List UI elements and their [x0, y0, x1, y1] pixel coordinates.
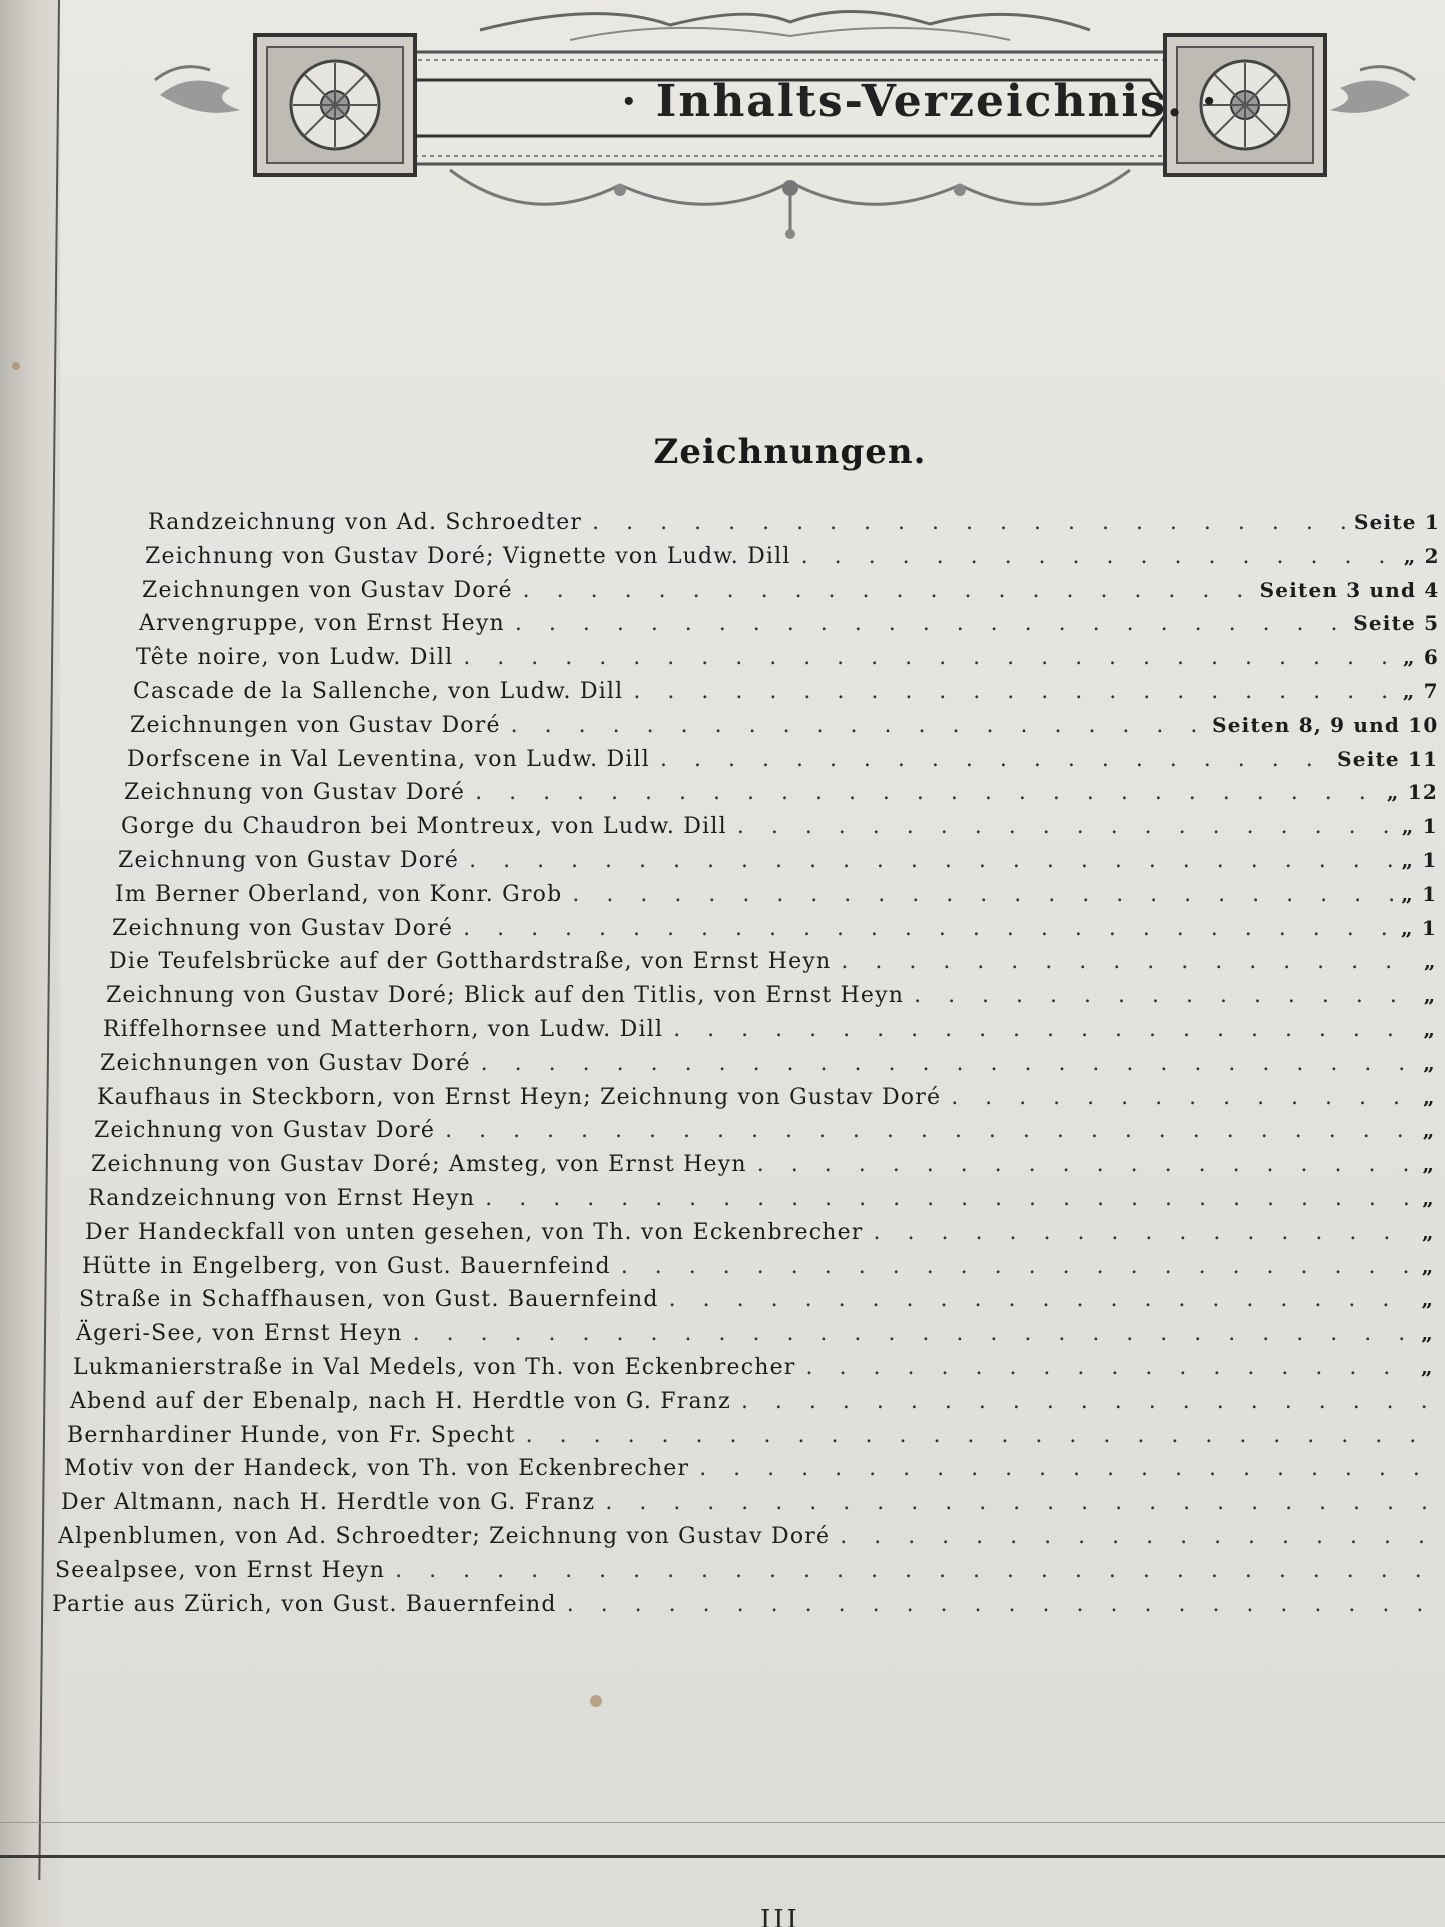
toc-entry	[55, 1558, 1432, 1590]
page-title: · Inhalts-Verzeichnis. ·	[621, 76, 1219, 127]
toc-entry	[100, 1051, 1436, 1083]
toc-leader-dots	[633, 679, 1396, 704]
toc-entry	[124, 780, 1438, 812]
paper-stain	[12, 362, 20, 370]
toc-entry-title: Die Teufelsbrücke auf der Gotthardstraße, von Ernst Heyn	[109, 949, 832, 975]
toc-entry-page: „ 1	[1401, 915, 1437, 940]
toc-entry-title: Zeichnungen von Gustav Doré	[100, 1050, 471, 1076]
toc-leader-dots	[515, 611, 1347, 636]
toc-leader-dots	[673, 1017, 1417, 1042]
toc-leader-dots	[395, 1558, 1426, 1583]
toc-entry-title: Zeichnung von Gustav Doré	[118, 848, 460, 873]
toc-entry-page: Seite 1	[1353, 510, 1440, 534]
bottom-fold-line	[0, 1822, 1445, 1823]
toc-entry	[70, 1389, 1434, 1421]
toc-entry	[145, 544, 1440, 576]
toc-leader-dots	[914, 983, 1418, 1008]
toc-entry	[136, 645, 1439, 677]
toc-leader-dots	[463, 916, 1395, 941]
toc-leader-dots	[841, 949, 1418, 974]
toc-leader-dots	[951, 1085, 1417, 1110]
toc-entry-title: Randzeichnung von Ernst Heyn	[88, 1186, 476, 1211]
toc-entry	[142, 578, 1440, 610]
toc-entry	[97, 1085, 1436, 1117]
toc-entry-page: „	[1424, 949, 1437, 974]
toc-entry	[64, 1456, 1433, 1488]
toc-leader-dots	[840, 1524, 1426, 1549]
toc-entry	[61, 1490, 1433, 1522]
toc-entry-title: Arvengruppe, von Ernst Heyn	[139, 611, 505, 637]
toc-entry-page: „	[1421, 1321, 1434, 1346]
toc-leader-dots	[485, 1186, 1416, 1211]
toc-entry-title: Alpenblumen, von Ad. Schroedter; Zeichnung von Gustav Doré	[58, 1524, 831, 1549]
toc-entry	[76, 1321, 1434, 1353]
toc-leader-dots	[523, 578, 1254, 603]
section-heading: Zeichnungen.	[653, 432, 927, 472]
toc-entry-page: „	[1422, 1118, 1436, 1143]
toc-entry-title: Cascade de la Sallenche, von Ludw. Dill	[133, 679, 624, 704]
toc-leader-dots	[669, 1287, 1416, 1312]
toc-entry-page: „ 7	[1402, 679, 1439, 703]
toc-entry-title: Der Altmann, nach H. Herdtle von G. Franz	[61, 1490, 596, 1516]
toc-leader-dots	[621, 1254, 1416, 1279]
toc-entry-page: „	[1421, 1287, 1435, 1312]
toc-entry-page: „	[1421, 1253, 1435, 1278]
toc-entry-title: Dorfscene in Val Leventina, von Ludw. Dill	[127, 746, 651, 772]
toc-entry	[85, 1220, 1435, 1252]
toc-entry	[58, 1524, 1433, 1556]
toc-entry-page: „ 6	[1403, 645, 1439, 670]
toc-leader-dots	[874, 1220, 1417, 1245]
toc-leader-dots	[463, 645, 1397, 670]
toc-entry	[130, 713, 1439, 745]
toc-entry-title: Zeichnung von Gustav Doré	[112, 915, 454, 941]
toc-leader-dots	[469, 848, 1395, 873]
toc-leader-dots	[605, 1490, 1426, 1515]
toc-entry-title: Zeichnung von Gustav Doré	[94, 1118, 436, 1144]
toc-entry-title: Zeichnung von Gustav Doré; Amsteg, von Ernst Heyn	[91, 1152, 747, 1178]
toc-entry-title: Im Berner Oberland, von Konr. Grob	[115, 881, 563, 907]
bottom-border-line	[0, 1855, 1445, 1858]
toc-entry-title: Riffelhornsee und Matterhorn, von Ludw. Dill	[103, 1017, 664, 1042]
toc-leader-dots	[592, 510, 1348, 535]
toc-entry-title: Zeichnungen von Gustav Doré	[130, 712, 501, 738]
toc-entry	[103, 1017, 1436, 1049]
toc-leader-dots	[572, 882, 1395, 907]
toc-entry	[121, 814, 1438, 846]
toc-entry-page: Seite 5	[1353, 611, 1440, 636]
toc-entry-title: Hütte in Engelberg, von Gust. Bauernfeind	[82, 1253, 611, 1279]
paper-stain	[590, 1695, 602, 1707]
toc-entry	[148, 510, 1440, 542]
toc-entry-page: „	[1421, 1355, 1434, 1379]
toc-entry	[79, 1287, 1434, 1319]
toc-entry-page: „ 1	[1401, 848, 1438, 872]
toc-entry	[52, 1592, 1432, 1624]
toc-leader-dots	[806, 1355, 1416, 1380]
toc-leader-dots	[511, 713, 1206, 738]
toc-entry	[91, 1152, 1435, 1184]
toc-entry-page: „	[1422, 1219, 1435, 1244]
toc-entry-title: Tête noire, von Ludw. Dill	[136, 645, 454, 671]
toc-entry	[112, 916, 1437, 948]
toc-entry-page: „	[1423, 1084, 1436, 1109]
toc-entry-title: Kaufhaus in Steckborn, von Ernst Heyn; Zeichnung von Gustav Doré	[97, 1084, 942, 1110]
toc-entry-title: Randzeichnung von Ad. Schroedter	[148, 510, 583, 535]
toc-entry-title: Ägeri-See, von Ernst Heyn	[76, 1321, 403, 1347]
toc-entry-title: Bernhardiner Hunde, von Fr. Specht	[67, 1422, 516, 1448]
toc-entry-title: Partie aus Zürich, von Gust. Bauernfeind	[52, 1591, 557, 1617]
toc-entry	[127, 747, 1438, 779]
toc-entry-page: „	[1422, 1152, 1436, 1177]
toc-leader-dots	[481, 1051, 1418, 1076]
toc-leader-dots	[699, 1456, 1427, 1481]
toc-leader-dots	[741, 1389, 1428, 1414]
toc-entry-title: Der Handeckfall von unten gesehen, von Th. von Eckenbrecher	[85, 1219, 864, 1245]
toc-entry-page: Seiten 8, 9 und 10	[1212, 712, 1439, 737]
toc-entry-title: Straße in Schaffhausen, von Gust. Bauernfeind	[79, 1287, 659, 1313]
toc-entry-page: Seite 11	[1337, 746, 1439, 771]
toc-entry-page: „ 2	[1403, 543, 1440, 568]
toc-entry	[67, 1423, 1433, 1455]
toc-leader-dots	[413, 1321, 1416, 1346]
toc-entry-page: „	[1422, 1186, 1435, 1210]
toc-leader-dots	[445, 1118, 1417, 1143]
toc-entry	[88, 1186, 1435, 1218]
toc-leader-dots	[475, 780, 1381, 805]
toc-entry-page: „	[1423, 1017, 1437, 1041]
toc-leader-dots	[567, 1592, 1426, 1617]
toc-entry-title: Zeichnungen von Gustav Doré	[142, 577, 513, 603]
toc-entry	[82, 1254, 1435, 1286]
toc-entry	[118, 848, 1438, 880]
toc-entry	[109, 949, 1437, 981]
toc-entry	[115, 882, 1437, 914]
toc-entry-page: „	[1423, 1050, 1436, 1075]
toc-leader-dots	[801, 544, 1398, 569]
toc-entry	[73, 1355, 1434, 1387]
toc-entry	[106, 983, 1437, 1015]
toc-leader-dots	[660, 747, 1331, 772]
toc-entry-title: Seealpsee, von Ernst Heyn	[55, 1557, 386, 1583]
toc-entry-page: „ 1	[1401, 814, 1438, 839]
toc-entry-title: Zeichnung von Gustav Doré; Blick auf den Titlis, von Ernst Heyn	[106, 983, 905, 1009]
toc-leader-dots	[757, 1152, 1417, 1177]
toc-entry-title: Lukmanierstraße in Val Medels, von Th. von Eckenbrecher	[73, 1355, 796, 1380]
toc-entry-title: Gorge du Chaudron bei Montreux, von Ludw. Dill	[121, 814, 727, 840]
toc-entry-page: „ 1	[1401, 881, 1438, 906]
page-number: III	[760, 1905, 800, 1927]
toc-entry-title: Zeichnung von Gustav Doré	[124, 780, 466, 806]
toc-entry-page: Seiten 3 und 4	[1259, 577, 1440, 602]
toc-leader-dots	[526, 1423, 1428, 1448]
toc-entry	[133, 679, 1439, 711]
toc-entry-page: „	[1423, 983, 1437, 1008]
toc-entry-page: „ 12	[1386, 780, 1438, 805]
toc-entry-title: Motiv von der Handeck, von Th. von Eckenbrecher	[64, 1456, 690, 1482]
toc-entry	[139, 611, 1439, 643]
toc-entry-title: Zeichnung von Gustav Doré; Vignette von Ludw. Dill	[145, 543, 791, 569]
toc-entry-title: Abend auf der Ebenalp, nach H. Herdtle von G. Franz	[70, 1388, 731, 1414]
toc-leader-dots	[737, 814, 1396, 839]
toc-entry	[94, 1118, 1436, 1150]
